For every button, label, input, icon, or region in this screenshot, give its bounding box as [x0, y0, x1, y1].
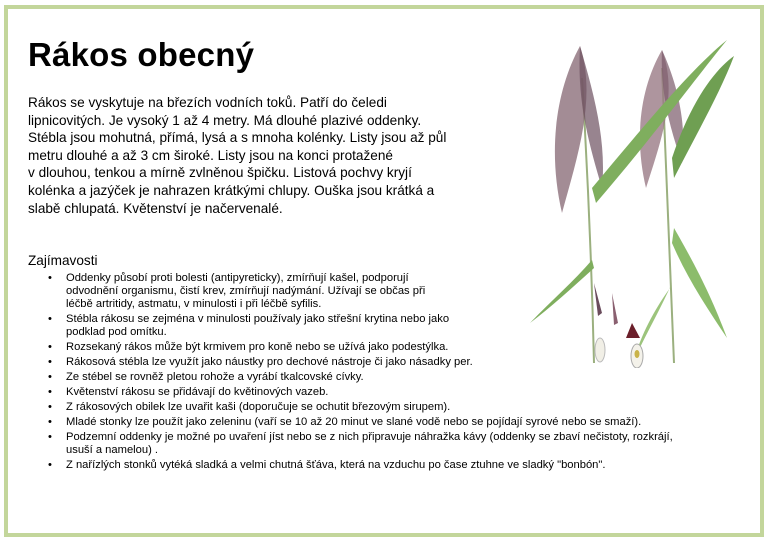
intro-line: Stébla jsou mohutná, přímá, lysá a s mnoha kolénky. Listy jsou až půl [28, 130, 447, 146]
reed-spikelet [594, 283, 602, 316]
fact-line: Oddenky působí proti bolesti (antipyreticky), zmírňují kašel, podporují [66, 272, 409, 284]
bullet-icon: • [48, 386, 52, 398]
intro-line: metru dlouhé a až 3 cm široké. Listy jsou na konci protažené [28, 147, 393, 163]
reed-spikelet [626, 323, 640, 338]
reed-leaf [672, 228, 727, 338]
fact-item [28, 371, 728, 384]
reed-grain [595, 338, 605, 362]
fact-line: Rákosová stébla lze využít jako náustky pro dechové nástroje či jako násadky per. [66, 356, 473, 368]
intro-line: kolénka a jazýček je nahrazen krátkými chlupy. Ouška jsou krátká a [28, 182, 435, 198]
intro-paragraph [28, 94, 498, 217]
fact-item [28, 416, 728, 429]
bullet-icon: • [48, 416, 52, 428]
fact-item [28, 401, 728, 414]
bullet-icon: • [48, 341, 52, 353]
fact-line: léčbě artritidy, astmatu, v minulosti i při léčbě syfilis. [66, 298, 322, 310]
fact-line: Z nařízlých stonků vytéká sladká a velmi chutná šťáva, která na vzduchu po čase ztuhne ve sladký "bonbón". [66, 459, 606, 471]
bullet-icon: • [48, 371, 52, 383]
intro-line: v dlouhou, tenkou a mírně zvlněnou špičku. Listová pochvy kryjí [28, 165, 412, 181]
fact-line: Mladé stonky lze použít jako zeleninu (vaří se 10 až 20 minut ve slané vodě nebo se pojídají syrové nebo se smaží). [66, 416, 642, 428]
bullet-icon: • [48, 459, 52, 471]
intro-line: Rákos se vyskytuje na březích vodních toků. Patří do čeledi [28, 95, 387, 110]
fact-item [28, 459, 728, 472]
fact-item [28, 386, 728, 399]
fact-line: podklad pod omítku. [66, 326, 167, 338]
fact-line: odvodnění organismu, čistí krev, zmírňují nadýmání. Užívají se občas při [66, 285, 426, 297]
reed-spikelet [612, 293, 618, 325]
page-title: Rákos obecný [28, 36, 255, 73]
fact-line: Rozsekaný rákos může být krmivem pro koně nebo se užívá jako podestýlka. [66, 341, 449, 353]
bullet-icon: • [48, 401, 52, 413]
reed-grain-detail [635, 350, 640, 358]
fact-line: Podzemní oddenky je možné po uvaření jíst nebo se z nich připravuje náhražka kávy (oddenky se zbaví nečistoty, rozkrájí, [66, 431, 673, 443]
fact-line: Květenství rákosu se přidávají do květinových vazeb. [66, 386, 329, 398]
bullet-icon: • [48, 313, 52, 325]
bullet-icon: • [48, 356, 52, 368]
intro-line: lipnicovitých. Je vysoký 1 až 4 metry. Má dlouhé plazivé oddenky. [28, 112, 422, 128]
bullet-icon: • [48, 431, 52, 443]
fact-line: Ze stébel se rovněž pletou rohože a vyrábí tkalcovské cívky. [66, 371, 364, 383]
fact-line: Z rákosových obilek lze uvařit kaši (doporučuje se ochutit březovým sirupem). [66, 401, 451, 413]
bullet-icon: • [48, 272, 52, 284]
fact-line: Stébla rákosu se zejména v minulosti používaly jako střešní krytina nebo jako [66, 313, 450, 325]
reed-leaf [530, 260, 594, 323]
fact-line: usuší a namelou) . [66, 444, 159, 456]
facts-heading: Zajímavosti [28, 253, 98, 268]
fact-item [28, 431, 728, 457]
intro-line: slabě chlupatá. Květenství je načervenalé. [28, 200, 283, 216]
reed-illustration [522, 38, 736, 368]
